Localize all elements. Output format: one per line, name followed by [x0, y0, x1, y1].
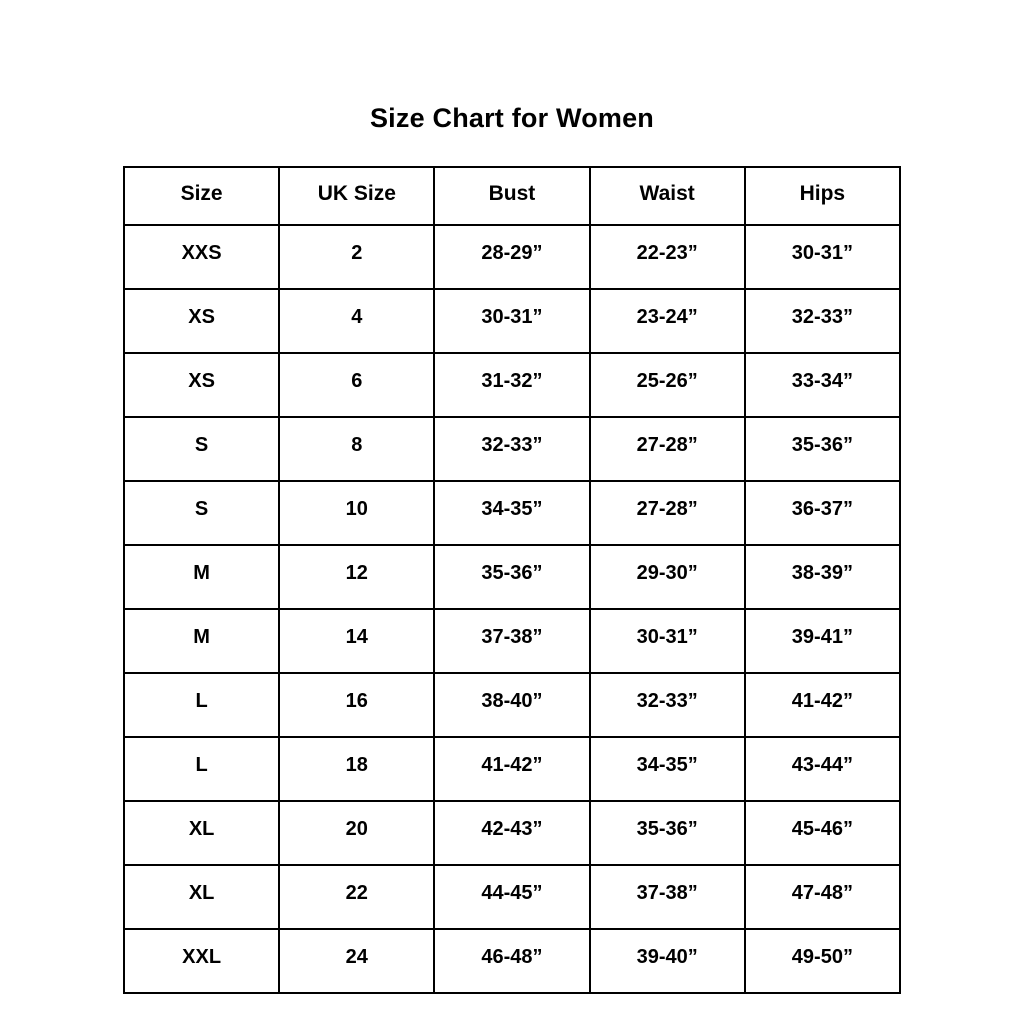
table-cell: 38-39”: [745, 545, 900, 609]
table-cell: 10: [279, 481, 434, 545]
column-header: Hips: [745, 167, 900, 225]
table-cell: 33-34”: [745, 353, 900, 417]
table-cell: M: [124, 609, 279, 673]
header-row: [124, 167, 900, 225]
table-row: [124, 545, 900, 609]
table-cell: 22: [279, 865, 434, 929]
table-cell: 12: [279, 545, 434, 609]
table-cell: 25-26”: [590, 353, 745, 417]
table-cell: 35-36”: [590, 801, 745, 865]
table-row: [124, 673, 900, 737]
table-cell: 14: [279, 609, 434, 673]
table-row: [124, 353, 900, 417]
table-row: [124, 929, 900, 993]
table-row: [124, 481, 900, 545]
table-row: [124, 609, 900, 673]
table-cell: 49-50”: [745, 929, 900, 993]
table-cell: XS: [124, 353, 279, 417]
table-cell: 35-36”: [745, 417, 900, 481]
table-cell: 43-44”: [745, 737, 900, 801]
table-cell: 30-31”: [745, 225, 900, 289]
table-cell: 42-43”: [434, 801, 589, 865]
column-header: UK Size: [279, 167, 434, 225]
table-cell: 20: [279, 801, 434, 865]
table-cell: 36-37”: [745, 481, 900, 545]
table-cell: 37-38”: [434, 609, 589, 673]
table-row: [124, 865, 900, 929]
table-cell: 24: [279, 929, 434, 993]
table-cell: 29-30”: [590, 545, 745, 609]
table-cell: 46-48”: [434, 929, 589, 993]
table-cell: XL: [124, 865, 279, 929]
table-cell: 32-33”: [745, 289, 900, 353]
table-cell: 35-36”: [434, 545, 589, 609]
table-cell: 32-33”: [434, 417, 589, 481]
table-row: [124, 417, 900, 481]
column-header: Bust: [434, 167, 589, 225]
table-cell: 34-35”: [434, 481, 589, 545]
table-row: [124, 225, 900, 289]
table-row: [124, 737, 900, 801]
table-cell: 39-40”: [590, 929, 745, 993]
table-cell: 8: [279, 417, 434, 481]
table-cell: XXL: [124, 929, 279, 993]
table-cell: L: [124, 737, 279, 801]
table-cell: S: [124, 481, 279, 545]
table-cell: XXS: [124, 225, 279, 289]
table-cell: S: [124, 417, 279, 481]
table-cell: 31-32”: [434, 353, 589, 417]
table-cell: 22-23”: [590, 225, 745, 289]
table-cell: 27-28”: [590, 417, 745, 481]
table-cell: 39-41”: [745, 609, 900, 673]
table-cell: 34-35”: [590, 737, 745, 801]
table-cell: 2: [279, 225, 434, 289]
table-cell: 4: [279, 289, 434, 353]
table-cell: 30-31”: [590, 609, 745, 673]
table-cell: 23-24”: [590, 289, 745, 353]
table-cell: 16: [279, 673, 434, 737]
table-cell: 47-48”: [745, 865, 900, 929]
table-cell: M: [124, 545, 279, 609]
table-cell: 32-33”: [590, 673, 745, 737]
table-cell: 30-31”: [434, 289, 589, 353]
table-row: [124, 801, 900, 865]
table-cell: 28-29”: [434, 225, 589, 289]
table-cell: 45-46”: [745, 801, 900, 865]
table-cell: 44-45”: [434, 865, 589, 929]
table-row: [124, 289, 900, 353]
table-cell: 37-38”: [590, 865, 745, 929]
table-cell: 6: [279, 353, 434, 417]
table-cell: XS: [124, 289, 279, 353]
column-header: Waist: [590, 167, 745, 225]
column-header: Size: [124, 167, 279, 225]
table-cell: 41-42”: [434, 737, 589, 801]
size-chart-table: [123, 166, 901, 994]
table-cell: 18: [279, 737, 434, 801]
table-cell: 27-28”: [590, 481, 745, 545]
table-body: [124, 225, 900, 993]
table-cell: 38-40”: [434, 673, 589, 737]
table-cell: 41-42”: [745, 673, 900, 737]
table-cell: L: [124, 673, 279, 737]
table-cell: XL: [124, 801, 279, 865]
page-title: Size Chart for Women: [369, 103, 655, 133]
